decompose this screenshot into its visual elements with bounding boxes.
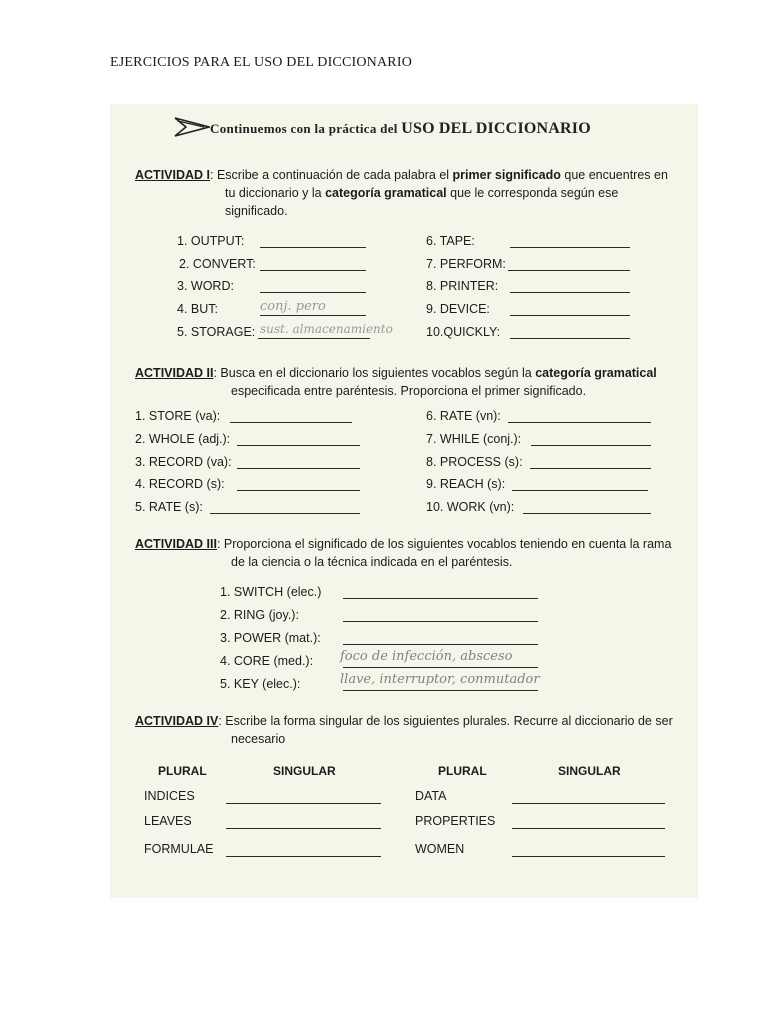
activity-2-label: ACTIVIDAD II [135,366,214,380]
handwritten-answer: llave, interruptor, conmutador [340,672,540,687]
act1-item: 3. WORD: [177,279,234,293]
answer-line[interactable] [260,292,366,293]
act2-item: 6. RATE (vn): [426,409,501,423]
column-header-singular: SINGULAR [273,764,336,778]
activity-2-instructions [135,364,680,400]
act4-plural: PROPERTIES [415,814,496,828]
act1-item: 8. PRINTER: [426,279,499,293]
answer-line[interactable] [508,422,651,423]
column-header-plural: PLURAL [438,764,487,778]
act2-item: 7. WHILE (conj.): [426,432,522,446]
act3-item: 1. SWITCH (elec.) [220,585,322,599]
answer-line[interactable] [530,468,651,469]
act4-plural: LEAVES [144,814,192,828]
act1-item: 9. DEVICE: [426,302,490,316]
worksheet-title [210,120,591,138]
act1-item: 7. PERFORM: [426,257,506,271]
activity-2-text: : Busca en el diccionario los siguientes vocablos según la [213,366,536,380]
act3-item: 5. KEY (elec.): [220,677,301,691]
answer-line[interactable] [510,315,630,316]
answer-line[interactable] [237,490,360,491]
answer-line[interactable] [237,468,360,469]
activity-1-bold-b: categoría gramatical [325,186,447,200]
activity-3-text: : Proporciona el significado de los siguientes vocablos teniendo en cuenta la rama de la ciencia o la técnica indicada en el paréntesis. [216,537,672,569]
act4-plural: DATA [415,789,447,803]
act2-item: 1. STORE (va): [135,409,221,423]
answer-line[interactable] [260,247,366,248]
act3-item: 3. POWER (mat.): [220,631,321,645]
answer-line[interactable] [343,598,538,599]
act1-item: 2. CONVERT: [179,257,256,271]
activity-4-text: : Escribe la forma singular de los siguientes plurales. Recurre al diccionario de ser necesario [218,714,673,746]
answer-line[interactable] [512,803,665,804]
answer-line[interactable] [343,667,538,668]
activity-2-text-b: especificada entre paréntesis. Proporciona el primer significado. [231,384,587,398]
scanned-worksheet [110,104,698,898]
act1-item: 6. TAPE: [426,234,475,248]
act3-item: 2. RING (joy.): [220,608,299,622]
answer-line[interactable] [210,513,360,514]
column-header-singular: SINGULAR [558,764,621,778]
answer-line[interactable] [237,445,360,446]
act2-item: 5. RATE (s): [135,500,203,514]
answer-line[interactable] [531,445,651,446]
act1-item: 4. BUT: [177,302,218,316]
act2-item: 10. WORK (vn): [426,500,515,514]
answer-line[interactable] [260,315,366,316]
act4-plural: INDICES [144,789,195,803]
answer-line[interactable] [512,490,648,491]
act4-plural: FORMULAE [144,842,214,856]
title-prefix: Continuemos con la práctica del [210,121,402,136]
answer-line[interactable] [523,513,651,514]
answer-line[interactable] [343,621,538,622]
handwritten-answer: conj. pero [260,299,326,314]
answer-line[interactable] [510,338,630,339]
activity-1-text-b: que encuentres en tu diccionario y la [225,168,668,200]
act2-item: 3. RECORD (va): [135,455,232,469]
answer-line[interactable] [226,856,381,857]
activity-3-label: ACTIVIDAD III [135,537,217,551]
arrow-icon [174,116,210,138]
act4-plural: WOMEN [415,842,465,856]
handwritten-answer: sust. almacenamiento [260,322,393,336]
act2-item: 2. WHOLE (adj.): [135,432,231,446]
act2-item: 9. REACH (s): [426,477,506,491]
answer-line[interactable] [258,338,370,339]
answer-line[interactable] [230,422,352,423]
answer-line[interactable] [343,690,538,691]
act2-item: 4. RECORD (s): [135,477,225,491]
activity-1-text-c: que le corresponda según ese significado. [225,186,619,218]
activity-1-text: : Escribe a continuación de cada palabra el [210,168,453,182]
activity-4-label: ACTIVIDAD IV [135,714,219,728]
answer-line[interactable] [512,856,665,857]
answer-line[interactable] [510,247,630,248]
act1-item: 10.QUICKLY: [426,325,501,339]
act1-item: 1. OUTPUT: [177,234,245,248]
activity-1-label: ACTIVIDAD I [135,168,210,182]
activity-2-bold-a: categoría gramatical [535,366,657,380]
handwritten-answer: foco de infección, absceso [340,649,513,664]
column-header-plural: PLURAL [158,764,207,778]
answer-line[interactable] [226,803,381,804]
activity-3-instructions [135,535,680,571]
act3-item: 4. CORE (med.): [220,654,314,668]
answer-line[interactable] [508,270,630,271]
act2-item: 8. PROCESS (s): [426,455,523,469]
answer-line[interactable] [226,828,381,829]
answer-line[interactable] [343,644,538,645]
answer-line[interactable] [512,828,665,829]
activity-1-bold-a: primer significado [452,168,561,182]
answer-line[interactable] [510,292,630,293]
activity-1-instructions [135,166,675,220]
title-main: USO DEL DICCIONARIO [401,120,591,137]
act1-item: 5. STORAGE: [177,325,256,339]
activity-4-instructions [135,712,680,748]
document-header: EJERCICIOS PARA EL USO DEL DICCIONARIO [110,55,413,70]
answer-line[interactable] [260,270,366,271]
